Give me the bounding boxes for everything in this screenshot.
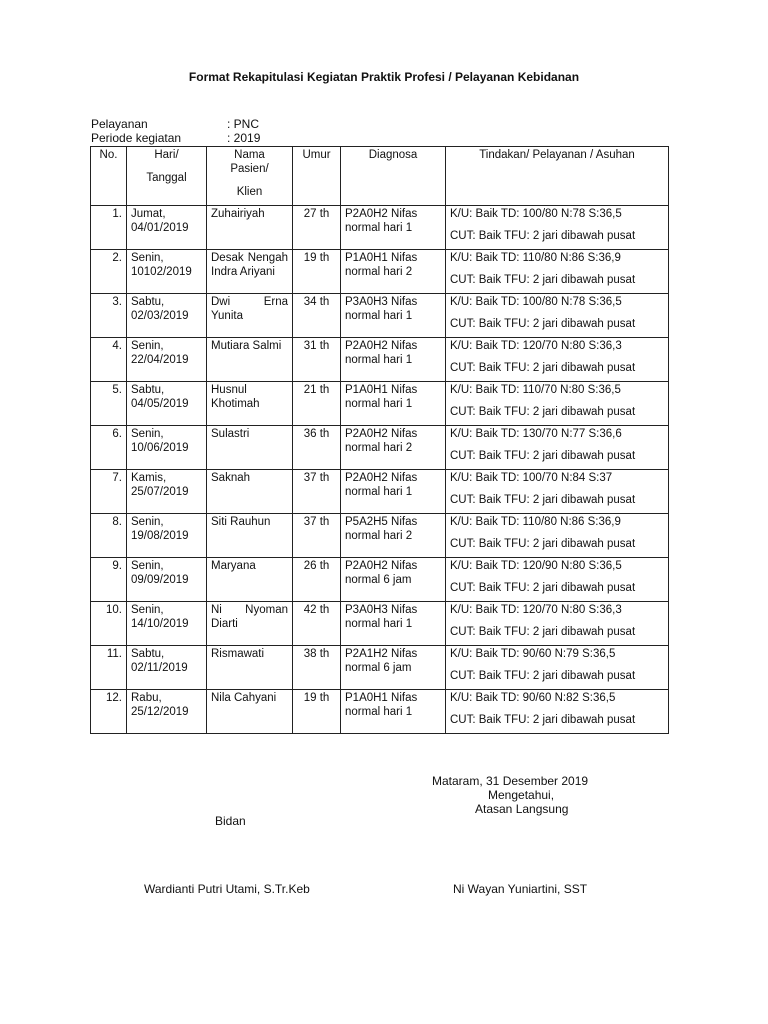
row-day-date (127, 646, 207, 690)
row-patient-name: Ni Nyoman Diarti (207, 602, 293, 646)
row-diagnosis (341, 382, 446, 426)
row-day: Sabtu, (131, 296, 165, 308)
table-body (91, 206, 669, 734)
row-age: 19 th (293, 250, 341, 294)
row-uterine-exam: CUT: Baik TFU: 2 jari dibawah pusat (450, 625, 636, 638)
header-age: Umur (293, 147, 341, 206)
row-number: 11. (91, 646, 127, 690)
service-value: : PNC (227, 117, 260, 131)
service-line (91, 117, 259, 131)
row-age: 27 th (293, 206, 341, 250)
row-number: 8. (91, 514, 127, 558)
row-diagnosis-line2: normal hari 1 (345, 221, 413, 234)
row-diagnosis-line2: normal hari 1 (345, 309, 413, 322)
row-diagnosis (341, 514, 446, 558)
row-diagnosis-line2: normal hari 1 (345, 397, 413, 410)
table-row (91, 602, 669, 646)
row-patient-name: Husnul Khotimah (207, 382, 293, 426)
row-general-condition: K/U: Baik TD: 100/80 N:78 S:36,5 (450, 296, 622, 308)
row-action (446, 602, 669, 646)
row-number: 12. (91, 690, 127, 734)
row-day: Senin, (131, 252, 164, 264)
row-diagnosis-line2: normal 6 jam (345, 573, 412, 586)
table-row (91, 294, 669, 338)
row-day-date (127, 338, 207, 382)
row-date: 14/10/2019 (131, 617, 189, 630)
row-diagnosis (341, 294, 446, 338)
row-number: 7. (91, 470, 127, 514)
row-diagnosis (341, 470, 446, 514)
acknowledged-label: Mengetahui, (488, 788, 555, 802)
place-date: Mataram, 31 Desember 2019 (432, 774, 589, 788)
midwife-name: Wardianti Putri Utami, S.Tr.Keb (144, 882, 310, 896)
row-date: 19/08/2019 (131, 529, 189, 542)
row-date: 02/11/2019 (131, 661, 188, 674)
row-number: 1. (91, 206, 127, 250)
row-diagnosis-line1: P2A0H2 Nifas (345, 428, 418, 440)
row-day-date (127, 294, 207, 338)
period-value: : 2019 (227, 131, 261, 145)
row-age: 36 th (293, 426, 341, 470)
row-patient-name: Siti Rauhun (207, 514, 293, 558)
row-uterine-exam: CUT: Baik TFU: 2 jari dibawah pusat (450, 361, 636, 374)
row-patient-name: Saknah (207, 470, 293, 514)
supervisor-name: Ni Wayan Yuniartini, SST (453, 882, 588, 896)
row-general-condition: K/U: Baik TD: 130/70 N:77 S:36,6 (450, 428, 622, 440)
row-date: 25/12/2019 (131, 705, 189, 718)
row-general-condition: K/U: Baik TD: 100/80 N:78 S:36,5 (450, 208, 622, 220)
row-action (446, 646, 669, 690)
row-diagnosis-line1: P1A0H1 Nifas (345, 384, 418, 396)
row-action (446, 382, 669, 426)
row-diagnosis (341, 206, 446, 250)
row-day-date (127, 558, 207, 602)
table-row (91, 206, 669, 250)
row-age: 37 th (293, 514, 341, 558)
row-general-condition: K/U: Baik TD: 120/90 N:80 S:36,5 (450, 560, 622, 572)
document-title: Format Rekapitulasi Kegiatan Praktik Profesi / Pelayanan Kebidanan (188, 70, 580, 84)
header-patient-name (207, 147, 293, 206)
row-patient-name: Maryana (207, 558, 293, 602)
row-diagnosis (341, 338, 446, 382)
row-age: 26 th (293, 558, 341, 602)
row-action (446, 426, 669, 470)
row-diagnosis-line1: P3A0H3 Nifas (345, 296, 418, 308)
row-diagnosis-line1: P1A0H1 Nifas (345, 252, 418, 264)
header-date: Tanggal (146, 171, 187, 184)
header-diagnosis: Diagnosa (341, 147, 446, 206)
period-label: Periode kegiatan (91, 131, 182, 145)
row-date: 04/05/2019 (131, 397, 189, 410)
row-day-date (127, 250, 207, 294)
row-day-date (127, 470, 207, 514)
row-day: Rabu, (131, 692, 162, 704)
row-action (446, 470, 669, 514)
row-date: 02/03/2019 (131, 309, 189, 322)
row-day: Sabtu, (131, 648, 165, 660)
row-uterine-exam: CUT: Baik TFU: 2 jari dibawah pusat (450, 669, 636, 682)
table-row (91, 382, 669, 426)
row-patient-name: Dwi Erna Yunita (207, 294, 293, 338)
row-day: Jumat, (131, 208, 166, 220)
row-patient-name: Zuhairiyah (207, 206, 293, 250)
row-uterine-exam: CUT: Baik TFU: 2 jari dibawah pusat (450, 229, 636, 242)
row-diagnosis-line1: P2A1H2 Nifas (345, 648, 418, 660)
row-diagnosis-line2: normal hari 1 (345, 353, 413, 366)
row-diagnosis-line2: normal hari 2 (345, 529, 413, 542)
row-general-condition: K/U: Baik TD: 90/60 N:82 S:36,5 (450, 692, 616, 704)
table-row (91, 470, 669, 514)
row-action (446, 206, 669, 250)
header-name-line3: Klien (236, 185, 263, 198)
row-diagnosis-line2: normal 6 jam (345, 661, 412, 674)
row-age: 21 th (293, 382, 341, 426)
row-uterine-exam: CUT: Baik TFU: 2 jari dibawah pusat (450, 405, 636, 418)
row-uterine-exam: CUT: Baik TFU: 2 jari dibawah pusat (450, 581, 636, 594)
header-no: No. (91, 147, 127, 206)
row-date: 10102/2019 (131, 265, 192, 278)
row-age: 34 th (293, 294, 341, 338)
table-row (91, 514, 669, 558)
service-label: Pelayanan (91, 117, 148, 131)
row-diagnosis-line2: normal hari 2 (345, 265, 413, 278)
row-day-date (127, 382, 207, 426)
row-general-condition: K/U: Baik TD: 110/80 N:86 S:36,9 (450, 252, 621, 264)
row-action (446, 294, 669, 338)
row-day: Senin, (131, 516, 164, 528)
row-age: 37 th (293, 470, 341, 514)
row-diagnosis (341, 558, 446, 602)
row-age: 38 th (293, 646, 341, 690)
row-diagnosis (341, 646, 446, 690)
row-date: 10/06/2019 (131, 441, 189, 454)
row-action (446, 514, 669, 558)
header-day-date (127, 147, 207, 206)
row-diagnosis-line1: P1A0H1 Nifas (345, 692, 418, 704)
table-row (91, 338, 669, 382)
row-diagnosis-line1: P2A0H2 Nifas (345, 560, 418, 572)
row-day-date (127, 690, 207, 734)
header-name-line1: Nama (234, 149, 265, 161)
row-number: 3. (91, 294, 127, 338)
supervisor-title: Atasan Langsung (475, 802, 569, 816)
row-day-date (127, 602, 207, 646)
header-name-line2: Pasien/ (230, 162, 269, 175)
midwife-title: Bidan (215, 814, 246, 828)
row-diagnosis-line1: P3A0H3 Nifas (345, 604, 418, 616)
row-general-condition: K/U: Baik TD: 110/70 N:80 S:36,5 (450, 384, 621, 396)
table-row (91, 646, 669, 690)
row-diagnosis-line2: normal hari 1 (345, 485, 413, 498)
row-day: Senin, (131, 604, 164, 616)
row-diagnosis-line1: P2A0H2 Nifas (345, 208, 418, 220)
row-patient-name: Sulastri (207, 426, 293, 470)
period-line (91, 131, 260, 145)
row-diagnosis (341, 602, 446, 646)
row-uterine-exam: CUT: Baik TFU: 2 jari dibawah pusat (450, 493, 636, 506)
row-day: Senin, (131, 340, 164, 352)
row-diagnosis (341, 250, 446, 294)
row-day: Sabtu, (131, 384, 165, 396)
row-number: 2. (91, 250, 127, 294)
row-date: 22/04/2019 (131, 353, 189, 366)
row-general-condition: K/U: Baik TD: 120/70 N:80 S:36,3 (450, 604, 622, 616)
row-patient-name: Desak Nengah Indra Ariyani (207, 250, 293, 294)
row-action (446, 690, 669, 734)
row-uterine-exam: CUT: Baik TFU: 2 jari dibawah pusat (450, 449, 636, 462)
table-row (91, 426, 669, 470)
row-date: 04/01/2019 (131, 221, 189, 234)
row-day-date (127, 514, 207, 558)
row-day-date (127, 206, 207, 250)
row-diagnosis-line1: P5A2H5 Nifas (345, 516, 418, 528)
row-action (446, 338, 669, 382)
row-day: Senin, (131, 560, 164, 572)
row-uterine-exam: CUT: Baik TFU: 2 jari dibawah pusat (450, 317, 636, 330)
row-uterine-exam: CUT: Baik TFU: 2 jari dibawah pusat (450, 537, 636, 550)
row-general-condition: K/U: Baik TD: 110/80 N:86 S:36,9 (450, 516, 621, 528)
table-row (91, 690, 669, 734)
row-date: 25/07/2019 (131, 485, 189, 498)
row-age: 19 th (293, 690, 341, 734)
row-diagnosis-line2: normal hari 1 (345, 617, 413, 630)
row-uterine-exam: CUT: Baik TFU: 2 jari dibawah pusat (450, 273, 636, 286)
row-action (446, 250, 669, 294)
row-age: 31 th (293, 338, 341, 382)
table-header-row (91, 147, 669, 206)
row-diagnosis-line1: P2A0H2 Nifas (345, 340, 418, 352)
row-number: 5. (91, 382, 127, 426)
row-uterine-exam: CUT: Baik TFU: 2 jari dibawah pusat (450, 713, 636, 726)
table-row (91, 250, 669, 294)
table-row (91, 558, 669, 602)
row-diagnosis (341, 690, 446, 734)
row-day-date (127, 426, 207, 470)
header-action: Tindakan/ Pelayanan / Asuhan (446, 147, 669, 206)
row-number: 4. (91, 338, 127, 382)
row-general-condition: K/U: Baik TD: 120/70 N:80 S:36,3 (450, 340, 622, 352)
row-diagnosis-line2: normal hari 2 (345, 441, 413, 454)
recap-table (90, 146, 669, 734)
row-diagnosis-line1: P2A0H2 Nifas (345, 472, 418, 484)
row-action (446, 558, 669, 602)
row-diagnosis (341, 426, 446, 470)
row-number: 10. (91, 602, 127, 646)
row-date: 09/09/2019 (131, 573, 189, 586)
row-number: 9. (91, 558, 127, 602)
row-patient-name: Rismawati (207, 646, 293, 690)
row-number: 6. (91, 426, 127, 470)
row-day: Senin, (131, 428, 164, 440)
row-day: Kamis, (131, 472, 167, 484)
row-general-condition: K/U: Baik TD: 90/60 N:79 S:36,5 (450, 648, 616, 660)
row-age: 42 th (293, 602, 341, 646)
row-diagnosis-line2: normal hari 1 (345, 705, 413, 718)
row-general-condition: K/U: Baik TD: 100/70 N:84 S:37 (450, 472, 613, 484)
header-day: Hari/ (154, 149, 179, 161)
row-patient-name: Nila Cahyani (207, 690, 293, 734)
row-patient-name: Mutiara Salmi (207, 338, 293, 382)
